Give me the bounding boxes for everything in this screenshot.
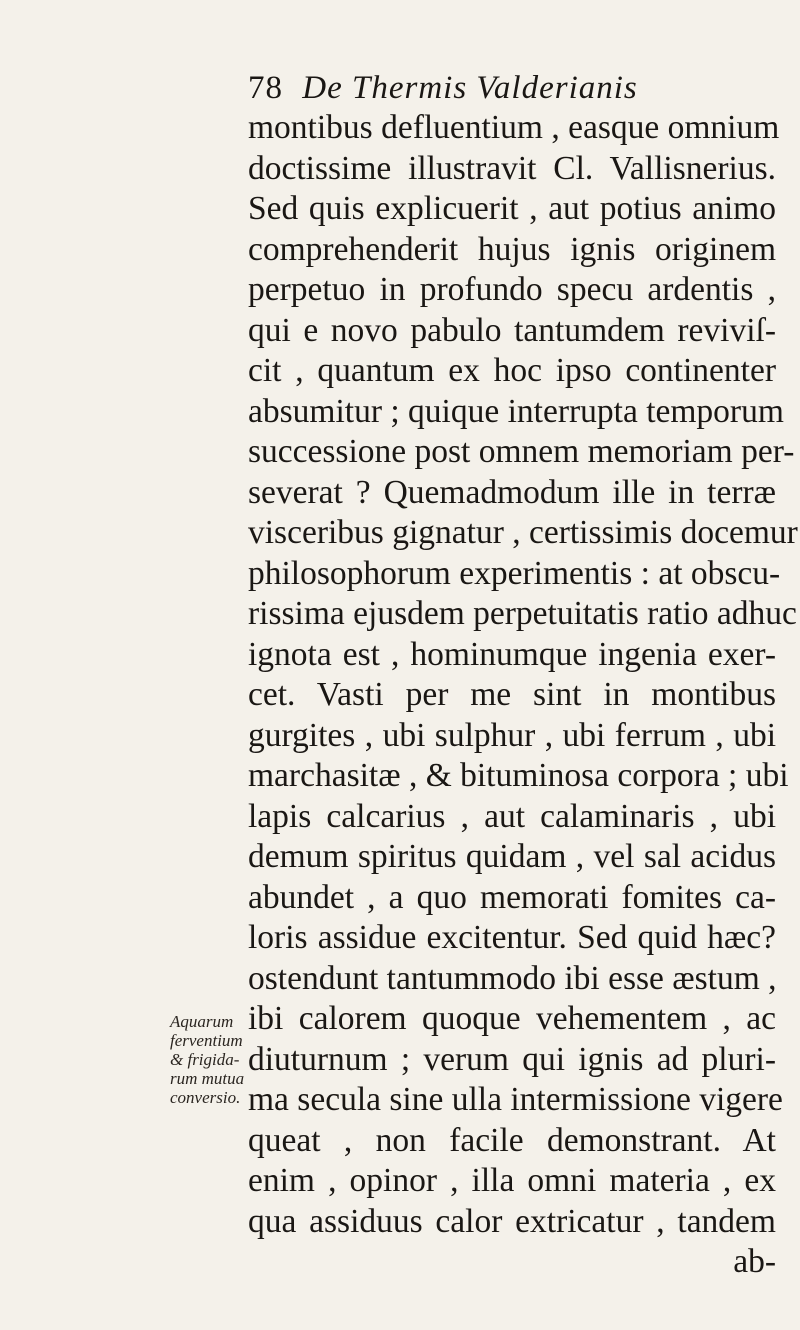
- text-line: gurgites , ubi sulphur , ubi ferrum , ubi: [248, 716, 776, 754]
- text-line: absumitur ; quique interrupta temporum: [248, 392, 784, 430]
- marginal-note: [170, 1012, 248, 1107]
- text-line: qua assiduus calor extricatur , tandem: [248, 1202, 776, 1240]
- text-line: ibi calorem quoque vehementem , ac: [248, 1000, 776, 1037]
- text-line: visceribus gignatur , certissimis docemur: [248, 514, 798, 551]
- margin-note-line: & frigida-: [170, 1050, 240, 1069]
- text-line: diuturnum ; verum qui ignis ad pluri-: [248, 1040, 776, 1078]
- text-line: ostendunt tantummodo ibi esse æstum ,: [248, 959, 777, 997]
- running-title: De Thermis Valderianis: [302, 70, 638, 106]
- text-line: queat , non facile demonstrant. At: [248, 1121, 776, 1159]
- text-line: cet. Vasti per me sint in montibus: [248, 676, 776, 713]
- text-line: abundet , a quo memorati fomites ca-: [248, 878, 776, 916]
- margin-note-line: rum mutua: [170, 1069, 245, 1088]
- text-line: cit , quantum ex hoc ipso continenter: [248, 352, 776, 389]
- text-line: severat ? Quemadmodum ille in terræ: [248, 473, 776, 511]
- text-line: loris assidue excitentur. Sed quid hæc?: [248, 919, 776, 956]
- text-line: doctissime illustravit Cl. Vallisnerius.: [248, 149, 776, 187]
- text-line: philosophorum experimentis : at obscu-: [248, 554, 781, 592]
- text-line: montibus defluentium , easque omnium: [248, 109, 780, 146]
- text-line: marchasitæ , & bituminosa corpora ; ubi: [248, 757, 789, 794]
- text-line: rissima ejusdem perpetuitatis ratio adhuc: [248, 595, 797, 632]
- running-header: [248, 70, 768, 107]
- text-line: successione post omnem memoriam per-: [248, 433, 795, 470]
- text-line: perpetuo in profundo specu ardentis ,: [248, 271, 776, 308]
- text-line: enim , opinor , illa omni materia , ex: [248, 1162, 776, 1199]
- text-line: qui e novo pabulo tantumdem reviviſ-: [248, 311, 776, 349]
- text-line: demum spiritus quidam , vel sal acidus: [248, 838, 776, 875]
- text-line: ma secula sine ulla intermissione vigere: [248, 1081, 783, 1118]
- catchword: ab-: [733, 1243, 776, 1280]
- margin-note-line: conversio.: [170, 1088, 241, 1107]
- text-line: comprehenderit hujus ignis originem: [248, 230, 776, 268]
- margin-note-line: ferventium: [170, 1031, 243, 1050]
- text-line: lapis calcarius , aut calaminaris , ubi: [248, 797, 776, 835]
- margin-note-line: Aquarum: [170, 1012, 234, 1031]
- text-line: ignota est , hominumque ingenia exer-: [248, 635, 776, 673]
- page-number: 78: [248, 70, 283, 106]
- main-text-block: [248, 108, 798, 1283]
- text-line: Sed quis explicuerit , aut potius animo: [248, 190, 776, 227]
